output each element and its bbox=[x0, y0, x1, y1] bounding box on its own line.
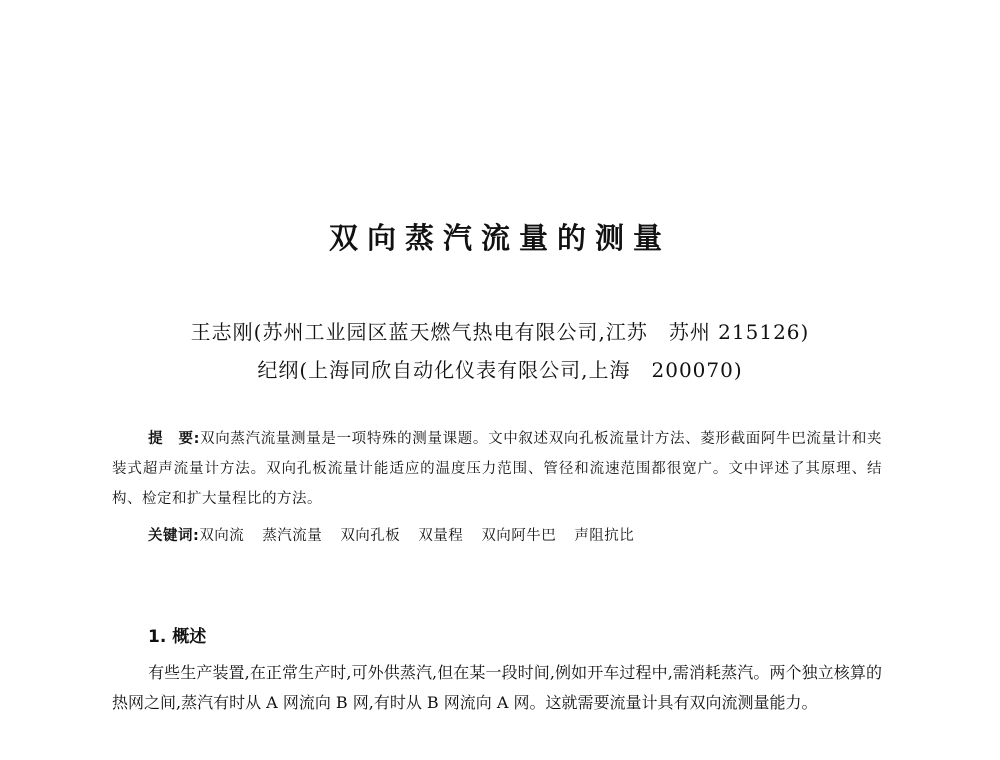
keyword: 双向孔板 bbox=[340, 528, 401, 544]
keyword: 双向阿牛巴 bbox=[481, 528, 557, 544]
section-body bbox=[112, 658, 882, 718]
keywords-label: 关键词: bbox=[148, 528, 200, 544]
author-affiliation-1: 王志刚(苏州工业园区蓝天燃气热电有限公司,江苏 苏州 215126) bbox=[190, 320, 810, 344]
abstract-text: 双向蒸汽流量测量是一项特殊的测量课题。文中叙述双向孔板流量计方法、菱形截面阿牛巴流量计和夹装式超声流量计方法。双向孔板流量计能适应的温度压力范围、管径和流速范围都很宽广。文中评述了其原理、结构、检定和扩大量程比的方法。 bbox=[112, 431, 882, 507]
abstract-label: 提 要: bbox=[148, 431, 200, 447]
paper-title: 双向蒸汽流量的测量 bbox=[328, 221, 671, 255]
abstract bbox=[112, 424, 882, 514]
keyword: 蒸汽流量 bbox=[262, 528, 323, 544]
keyword: 双量程 bbox=[418, 528, 464, 544]
keyword: 双向流 bbox=[199, 528, 245, 544]
section-paragraph: 有些生产装置,在正常生产时,可外供蒸汽,但在某一段时间,例如开车过程中,需消耗蒸汽。两个独立核算的热网之间,蒸汽有时从 A 网流向 B 网,有时从 B 网流向 A 网。这就需要流量计具有双向流测量能力。 bbox=[112, 663, 882, 712]
keyword: 声阻抗比 bbox=[574, 528, 635, 544]
author-affiliation-2: 纪纲(上海同欣自动化仪表有限公司,上海 200070) bbox=[257, 358, 743, 382]
section-heading: 1. 概述 bbox=[148, 627, 207, 647]
keywords bbox=[148, 522, 888, 550]
